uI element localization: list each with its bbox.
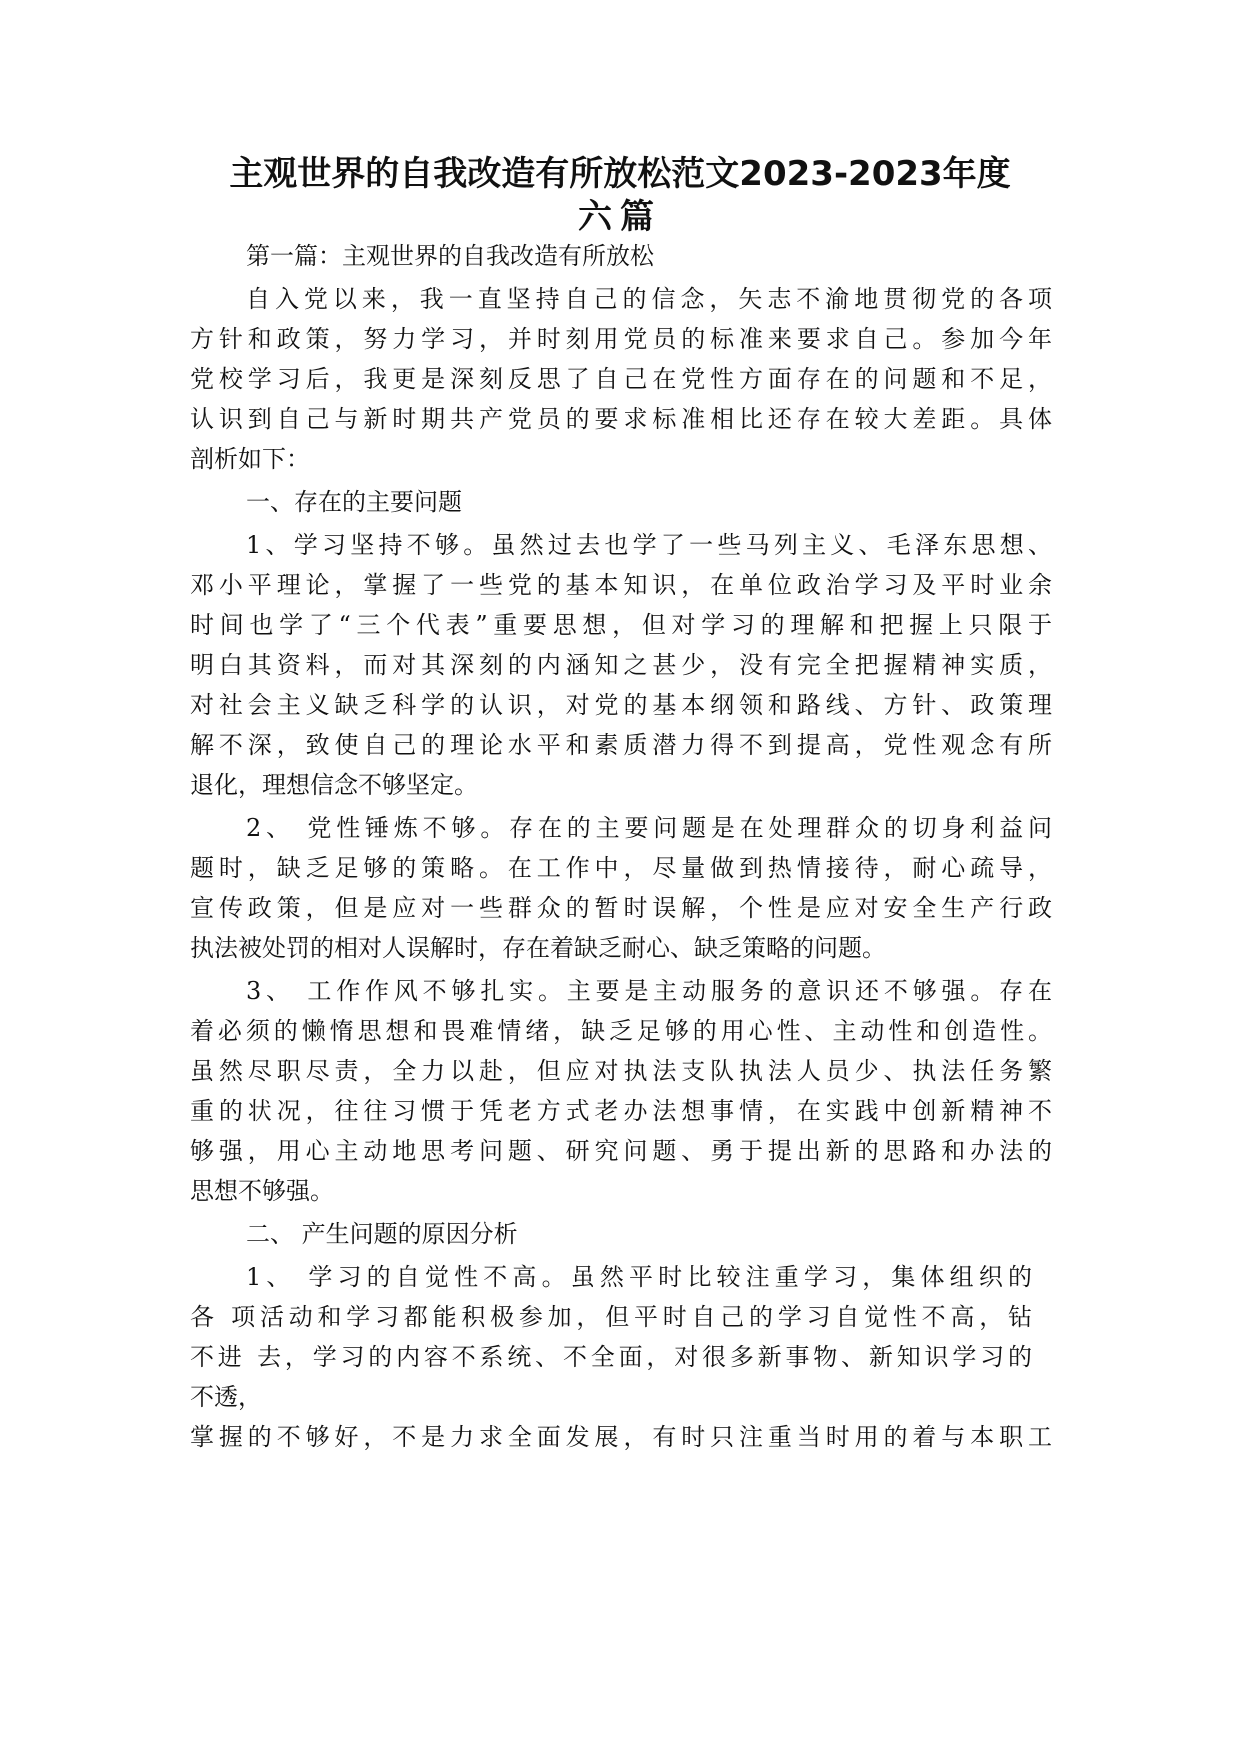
paragraph-line: 宣传政策，但是应对一些群众的暂时误解，个性是应对安全生产行政 [190,894,1052,922]
paragraph-line: 认识到自己与新时期共产党员的要求标准相比还存在较大差距。具体 [190,405,1052,433]
paragraph-line: 虽然尽职尽责，全力以赴，但应对执法支队执法人员少、执法任务繁 [190,1057,1052,1085]
paragraph-line: 重的状况，往往习惯于凭老方式老办法想事情，在实践中创新精神不 [190,1097,1052,1125]
paragraph-line: 时间也学了“三个代表”重要思想，但对学习的理解和把握上只限于 [190,611,1052,639]
paragraph-line: 1、学习坚持不够。虽然过去也学了一些马列主义、毛泽东思想、 [246,531,1052,559]
paragraph-line: 1、 学习的自觉性不高。虽然平时比较注重学习，集体组织的 [246,1263,1032,1291]
section-heading-first-article: 第一篇：主观世界的自我改造有所放松 [246,242,654,270]
paragraph-line: 思想不够强。 [190,1177,334,1205]
paragraph-line: 2、 党性锤炼不够。存在的主要问题是在处理群众的切身利益问 [246,814,1052,842]
paragraph-line: 各 项活动和学习都能积极参加，但平时自己的学习自觉性不高，钻 [190,1303,1032,1331]
paragraph-line: 党校学习后，我更是深刻反思了自己在党性方面存在的问题和不足， [190,365,1052,393]
paragraph-line: 不透， [190,1383,262,1411]
paragraph-line: 剖析如下： [190,445,310,473]
paragraph-line: 3、 工作作风不够扎实。主要是主动服务的意识还不够强。存在 [246,977,1052,1005]
paragraph-line: 够强，用心主动地思考问题、研究问题、勇于提出新的思路和办法的 [190,1137,1052,1165]
paragraph-line: 不进 去，学习的内容不系统、不全面，对很多新事物、新知识学习的 [190,1343,1032,1371]
paragraph-line: 掌握的不够好，不是力求全面发展，有时只注重当时用的着与本职工 [190,1423,1052,1451]
paragraph-line: 退化，理想信念不够坚定。 [190,771,478,799]
section-heading-main-problems: 一、存在的主要问题 [246,488,462,516]
paragraph-line: 着必须的懒惰思想和畏难情绪，缺乏足够的用心性、主动性和创造性。 [190,1017,1052,1045]
section-heading-cause-analysis: 二、 产生问题的原因分析 [246,1220,518,1248]
paragraph-line: 明白其资料，而对其深刻的内涵知之甚少，没有完全把握精神实质， [190,651,1052,679]
paragraph-line: 题时，缺乏足够的策略。在工作中，尽量做到热情接待，耐心疏导， [190,854,1052,882]
document-title-line-2: 六篇 [578,197,662,237]
paragraph-line: 对社会主义缺乏科学的认识，对党的基本纲领和路线、方针、政策理 [190,691,1052,719]
paragraph-line: 方针和政策，努力学习，并时刻用党员的标准来要求自己。参加今年 [190,325,1052,353]
paragraph-line: 解不深，致使自己的理论水平和素质潜力得不到提高，党性观念有所 [190,731,1052,759]
paragraph-line: 邓小平理论，掌握了一些党的基本知识，在单位政治学习及平时业余 [190,571,1052,599]
paragraph-line: 执法被处罚的相对人误解时，存在着缺乏耐心、缺乏策略的问题。 [190,934,886,962]
document-title-line-1: 主观世界的自我改造有所放松范文2023-2023年度 [229,154,1011,194]
paragraph-line: 自入党以来，我一直坚持自己的信念，矢志不渝地贯彻党的各项 [246,285,1052,313]
